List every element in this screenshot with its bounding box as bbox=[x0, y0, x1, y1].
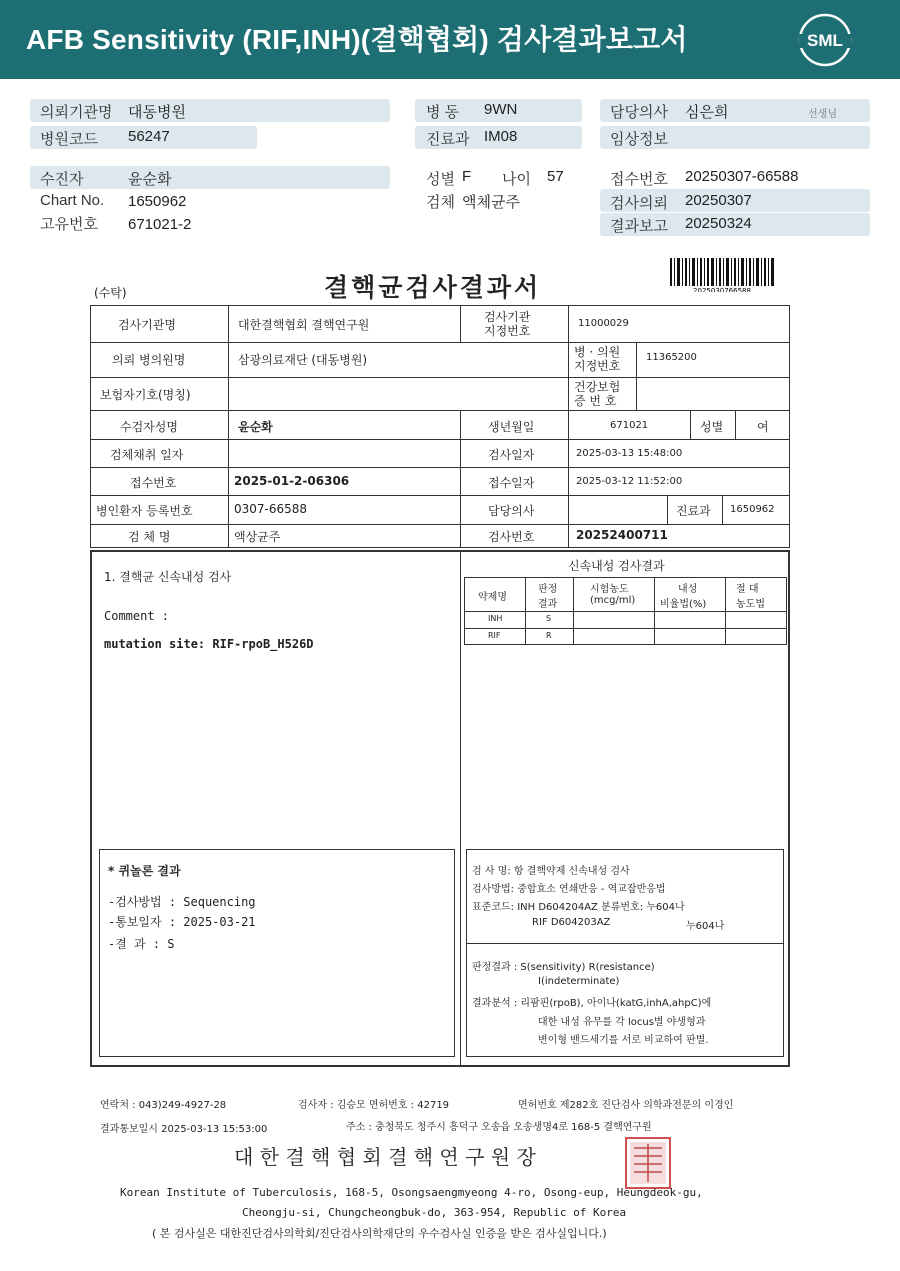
method-line3: 표준코드: INH D604204AZ 분류번호: 누604나 bbox=[472, 902, 685, 913]
quinolone-box bbox=[99, 849, 455, 1057]
r7-value3: 1650962 bbox=[730, 504, 775, 515]
row-rif-drug: RIF bbox=[488, 631, 501, 640]
hospital-code-label: 병원코드 bbox=[40, 131, 98, 148]
doctor-label: 담당의사 bbox=[610, 104, 668, 121]
col-judge-a: 판정 bbox=[538, 584, 558, 595]
col-prop-a: 내성 bbox=[678, 584, 698, 595]
judge-line1: 판정결과 : S(sensitivity) R(resistance) bbox=[472, 962, 655, 973]
left-heading: 1. 결핵균 신속내성 검사 bbox=[104, 570, 232, 584]
r1-label: 검사기관명 bbox=[118, 318, 176, 332]
r2-value2: 11365200 bbox=[646, 352, 697, 363]
institution-value: 대동병원 bbox=[128, 104, 186, 121]
report-date-label: 결과보고 bbox=[610, 218, 668, 235]
form-title: 결핵균검사결과서 bbox=[324, 273, 542, 302]
method-line4b: 누604나 bbox=[686, 921, 725, 932]
uid-label: 고유번호 bbox=[40, 216, 98, 233]
barcode-text: 2025030766588 bbox=[693, 287, 751, 292]
r6-label: 접수번호 bbox=[130, 476, 177, 490]
judge-line3: 결과분석 : 리팜핀(rpoB), 아이나(katG,inhA,ahpC)에 bbox=[472, 998, 712, 1009]
r8-label: 검 체 명 bbox=[128, 530, 171, 544]
logo-text: SML bbox=[807, 31, 843, 50]
r4-value3: 여 bbox=[757, 420, 769, 434]
r2-label: 의뢰 병의원명 bbox=[112, 353, 186, 367]
col-prop-b: 비율법(%) bbox=[660, 599, 707, 610]
footer-address: 주소 : 충청북도 청주시 흥덕구 오송읍 오송생명4로 168-5 결핵연구원 bbox=[346, 1122, 652, 1133]
row-inh-result: S bbox=[546, 614, 552, 623]
ward-label: 병 동 bbox=[426, 104, 460, 121]
col-conc-b: (mcg/ml) bbox=[590, 595, 636, 606]
patient-value: 윤순화 bbox=[128, 171, 172, 188]
chart-label: Chart No. bbox=[40, 192, 105, 209]
footer-notify: 결과통보일시 2025-03-13 15:53:00 bbox=[100, 1124, 268, 1135]
r2-value: 삼광의료재단 (대동병원) bbox=[238, 353, 368, 367]
quinolone-date: -통보일자 : 2025-03-21 bbox=[108, 915, 256, 929]
r1-label2a: 검사기관 bbox=[484, 310, 531, 324]
mutation-site: mutation site: RIF-rpoB_H526D bbox=[104, 637, 314, 651]
row-inh-drug: INH bbox=[488, 614, 503, 623]
method-line1: 검 사 명: 항 결핵약제 신속내성 검사 bbox=[472, 866, 630, 877]
r5-label2: 검사일자 bbox=[488, 448, 535, 462]
barcode bbox=[670, 258, 775, 292]
footer-en1: Korean Institute of Tuberculosis, 168-5, Osongsaengmyeong 4-ro, Osong-eup, Heungdeok-gu, bbox=[120, 1186, 703, 1199]
specimen-value: 액체균주 bbox=[462, 194, 520, 211]
r3-label2a: 건강보험 bbox=[574, 380, 621, 394]
sex-label: 성별 bbox=[426, 171, 455, 188]
patient-label: 수진자 bbox=[40, 171, 84, 188]
specimen-label: 검체 bbox=[426, 194, 455, 211]
method-line4: RIF D604203AZ bbox=[532, 917, 611, 928]
dept-value: IM08 bbox=[484, 128, 518, 145]
report-date-value: 20250324 bbox=[685, 215, 752, 232]
judge-line4: 대한 내성 유무를 각 locus별 야생형과 bbox=[538, 1017, 706, 1028]
r8-label2: 검사번호 bbox=[488, 530, 535, 544]
r7-label3: 진료과 bbox=[676, 504, 711, 518]
r8-value2: 20252400711 bbox=[576, 528, 668, 542]
r7-value: 0307-66588 bbox=[234, 502, 308, 516]
r1-label2b: 지정번호 bbox=[484, 324, 531, 338]
col-judge-b: 결과 bbox=[538, 599, 558, 610]
r3-label: 보험자기호(명칭) bbox=[100, 388, 191, 402]
r8-value: 액상균주 bbox=[234, 530, 281, 544]
r6-value2: 2025-03-12 11:52:00 bbox=[576, 476, 683, 487]
footer-en2: Cheongju-si, Chungcheongbuk-do, 363-954, Republic of Korea bbox=[242, 1206, 627, 1219]
uid-value: 671021-2 bbox=[128, 216, 192, 233]
r5-value2: 2025-03-13 15:48:00 bbox=[576, 448, 683, 459]
footer-cert: ( 본 검사실은 대한진단검사의학회/진단검사의학재단의 우수검사실 인증을 받은 검사실입니다.) bbox=[152, 1227, 607, 1240]
r4-label3: 성별 bbox=[700, 420, 724, 434]
r7-label: 병인환자 등록번호 bbox=[96, 504, 193, 518]
request-label: 검사의뢰 bbox=[610, 195, 668, 212]
dept-label: 진료과 bbox=[426, 131, 470, 148]
report-title: AFB Sensitivity (RIF,INH)(결핵협회) 검사결과보고서 bbox=[26, 24, 688, 55]
comment-label: Comment : bbox=[104, 609, 170, 623]
r3-label2b: 증 번 호 bbox=[574, 394, 617, 408]
hospital-code-value: 56247 bbox=[128, 128, 170, 145]
method-line2: 검사방법: 중합효소 연쇄반응 - 역교잡반응법 bbox=[472, 884, 666, 895]
footer-license: 면허번호 제282호 진단검사 의학과전문의 이경인 bbox=[518, 1100, 734, 1111]
r2-label2b: 지정번호 bbox=[574, 359, 621, 373]
r4-label2: 생년월일 bbox=[488, 420, 535, 434]
r4-value: 윤순화 bbox=[238, 420, 273, 434]
right-heading: 신속내성 검사결과 bbox=[568, 559, 665, 573]
quinolone-method: -검사방법 : Sequencing bbox=[108, 895, 256, 909]
r1-value: 대한결핵협회 결핵연구원 bbox=[238, 318, 370, 332]
judge-line5: 변이형 밴드세기를 서로 비교하여 판별. bbox=[538, 1035, 709, 1046]
r2-label2a: 병 · 의원 bbox=[574, 345, 621, 359]
r1-value2: 11000029 bbox=[578, 318, 629, 329]
r6-label2: 접수일자 bbox=[488, 476, 535, 490]
request-value: 20250307 bbox=[685, 192, 752, 209]
footer-institute: 대 한 결 핵 협 회 결 핵 연 구 원 장 bbox=[234, 1145, 536, 1169]
judge-line2: I(indeterminate) bbox=[538, 976, 620, 987]
footer-tester: 검사자 : 김승모 면허번호 : 42719 bbox=[298, 1100, 450, 1111]
footer-contact: 연락처 : 043)249-4927-28 bbox=[100, 1100, 227, 1111]
institution-label: 의뢰기관명 bbox=[40, 104, 113, 121]
col-drug: 약제명 bbox=[478, 592, 507, 603]
age-value: 57 bbox=[547, 168, 564, 185]
receipt-value: 20250307-66588 bbox=[685, 168, 799, 185]
quinolone-title: * 퀴놀론 결과 bbox=[108, 864, 181, 878]
age-label: 나이 bbox=[502, 171, 531, 188]
r4-value2: 671021 bbox=[610, 420, 649, 431]
sex-value: F bbox=[462, 168, 472, 185]
doctor-value: 심은희 bbox=[685, 104, 729, 121]
row-rif-result: R bbox=[546, 631, 552, 640]
receipt-label: 접수번호 bbox=[610, 171, 668, 188]
doctor-suffix: 선생님 bbox=[808, 109, 837, 120]
col-conc-a: 시험농도 bbox=[590, 584, 629, 595]
col-abs-b: 농도법 bbox=[736, 599, 765, 610]
quinolone-result: -결 과 : S bbox=[108, 937, 175, 951]
r7-label2: 담당의사 bbox=[488, 504, 535, 518]
form-stamp-left: (수탁) bbox=[94, 286, 127, 300]
r6-value: 2025-01-2-06306 bbox=[234, 474, 350, 488]
clinical-label: 임상정보 bbox=[610, 131, 668, 148]
r4-label: 수검자성명 bbox=[120, 420, 178, 434]
col-abs-a: 절 대 bbox=[736, 584, 759, 595]
r5-label: 검체채취 일자 bbox=[110, 448, 184, 462]
chart-value: 1650962 bbox=[128, 193, 187, 210]
official-seal bbox=[624, 1136, 672, 1190]
ward-value: 9WN bbox=[484, 101, 518, 118]
